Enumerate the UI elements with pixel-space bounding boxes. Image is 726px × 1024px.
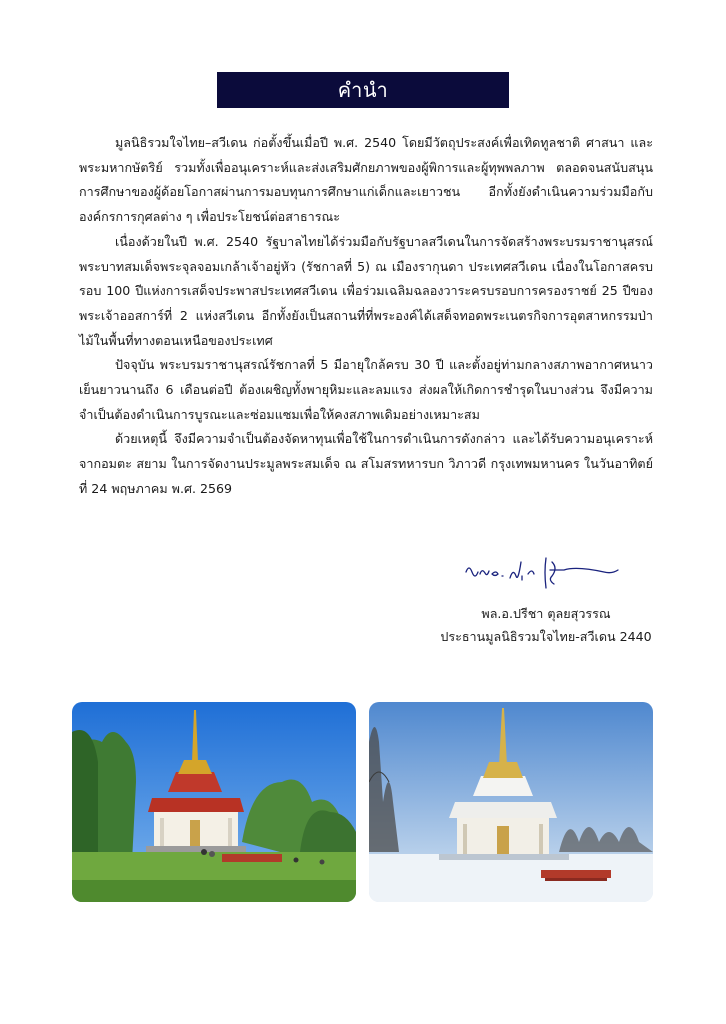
paragraph-fundraising: ด้วยเหตุนี้ จึงมีความจำเป็นต้องจัดหาทุนเพื่อใช้ในการดำเนินการดังกล่าว และได้รับความอนุเคราะห์จากอมตะ สยาม ในการจัดงานประมูลพระสมเด็จ ณ สโมสรทหารบก วิภาวดี กรุงเทพมหานคร ในวันอาทิตย์ที่ 24 พฤษภาคม พ.ศ. 2569 xyxy=(79,431,653,496)
page-title-text: คำนำ xyxy=(337,78,389,102)
winter-pavilion-photo xyxy=(369,702,653,902)
foreword-body xyxy=(79,131,653,502)
summer-pavilion-photo xyxy=(72,702,356,902)
page-title xyxy=(217,72,509,108)
handwritten-signature xyxy=(462,552,622,592)
signer-position: ประธานมูลนิธิรวมใจไทย-สวีเดน 2440 xyxy=(440,629,652,644)
paragraph-founding: มูลนิธิรวมใจไทย–สวีเดน ก่อตั้งขึ้นเมื่อปี พ.ศ. 2540 โดยมีวัตถุประสงค์เพื่อเทิดทูลชาติ ศาสนา และพระมหากษัตริย์ รวมทั้งเพื่ออนุเคราะห์และส่งเสริมศักยภาพของผู้พิการและผู้ทุพพลภาพ ตลอดจนสนับสนุนการศึกษาของผู้ด้อยโอกาสผ่านการมอบทุนการศึกษาแก่เด็กและเยาวชน อีกทั้งยังดำเนินความร่วมมือกับองค์กรการกุศลต่าง ๆ เพื่อประโยชน์ต่อสาธารณะ xyxy=(79,135,653,225)
signer-name: พล.อ.ปรีชา ตุลยสุวรรณ xyxy=(481,606,611,621)
paragraph-monument-history: เนื่องด้วยในปี พ.ศ. 2540 รัฐบาลไทยได้ร่วมมือกับรัฐบาลสวีเดนในการจัดสร้างพระบรมราชานุสรณ์พระบาทสมเด็จพระจุลจอมเกล้าเจ้าอยู่หัว (รัชกาลที่ 5) ณ เมืองรากุนดา ประเทศสวีเดน เนื่องในโอกาสครบรอบ 100 ปีแห่งการเสด็จประพาสประเทศสวีเดน เพื่อร่วมเฉลิมฉลองวาระครบรอบการครองราชย์ 25 ปีของพระเจ้าออสการ์ที่ 2 แห่งสวีเดน อีกทั้งยังเป็นสถานที่ที่พระองค์ได้เสด็จทอดพระเนตรกิจการอุตสาหกรรมป่าไม้ในพื้นที่ทางตอนเหนือของประเทศ xyxy=(79,233,653,348)
paragraph-current-condition: ปัจจุบัน พระบรมราชานุสรณ์รัชกาลที่ 5 มีอายุใกล้ครบ 30 ปี และตั้งอยู่ท่ามกลางสภาพอากาศหนาวเย็นยาวนานถึง 6 เดือนต่อปี ต้องเผชิญทั้งพายุหิมะและลมแรง ส่งผลให้เกิดการชำรุดในบางส่วน จึงมีความจำเป็นต้องดำเนินการบูรณะและซ่อมแซมเพื่อให้คงสภาพเดิมอย่างเหมาะสม xyxy=(79,357,653,422)
